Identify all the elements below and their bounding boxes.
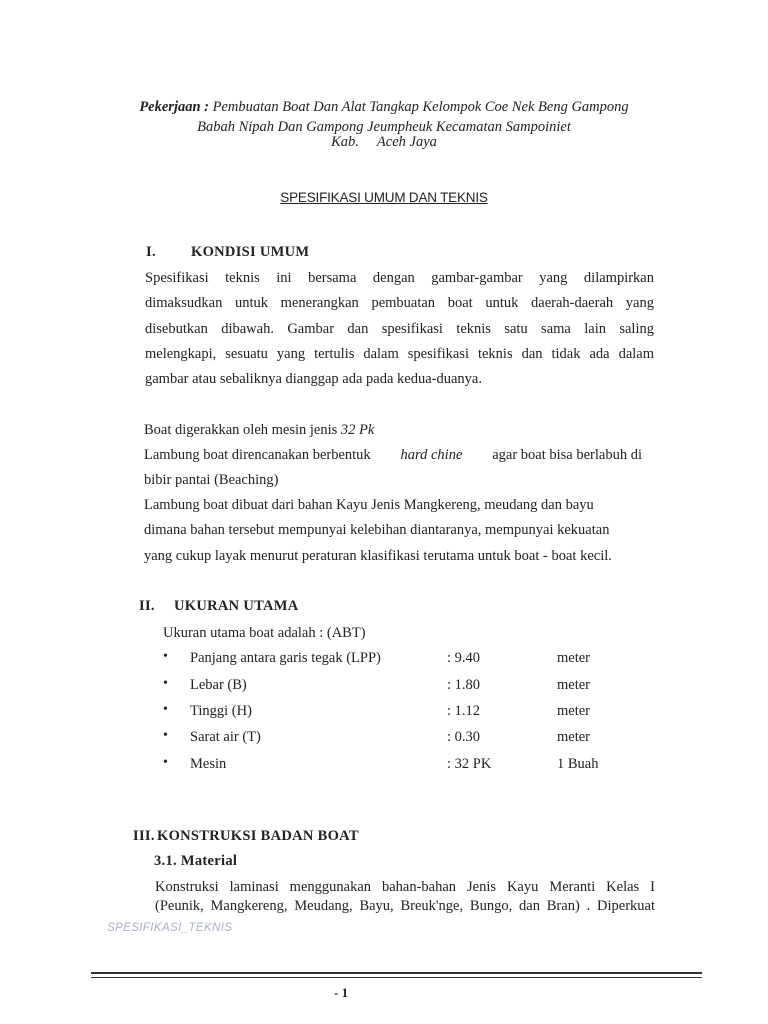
hull-shape: hard chine xyxy=(400,447,463,463)
subsection-3-1-heading: 3.1. Material xyxy=(154,853,238,869)
section-2-number: II. xyxy=(139,598,155,614)
paragraph-line: dimana bahan tersebut mempunyai kelebihan diantaranya, mempunyai kekuatan xyxy=(144,522,610,539)
paragraph-line: gambar atau sebaliknya dianggap ada pada kedua-duanya. xyxy=(145,371,482,388)
spec-value: : 0.30 xyxy=(447,729,481,745)
spec-name: Lebar (B) xyxy=(190,677,247,693)
footer-rule-thin xyxy=(91,977,702,978)
project-header-line-3 xyxy=(0,132,768,152)
section-2-heading xyxy=(139,598,299,615)
spec-name: Sarat air (T) xyxy=(190,729,261,745)
spec-row xyxy=(163,756,663,776)
spec-name: Mesin xyxy=(190,756,227,772)
kab-label: Kab. xyxy=(331,134,359,150)
spec-unit: 1 Buah xyxy=(557,756,599,772)
bullet-icon: • xyxy=(163,728,168,743)
document-title: SPESIFIKASI UMUM DAN TEKNIS xyxy=(280,190,488,205)
section-1-number: I. xyxy=(146,244,156,260)
paragraph-line: Spesifikasi teknis ini bersama dengan gambar-gambar yang dilampirkan xyxy=(145,270,654,286)
kab-place: Aceh Jaya xyxy=(376,134,437,150)
bullet-icon: • xyxy=(163,676,168,691)
section-1-heading xyxy=(146,244,309,261)
spec-name: Panjang antara garis tegak (LPP) xyxy=(190,650,381,666)
spec-name: Tinggi (H) xyxy=(190,703,252,719)
spec-unit: meter xyxy=(557,703,591,719)
hull-line-1 xyxy=(144,443,642,468)
spec-row xyxy=(163,677,663,697)
hull-line-suffix: agar boat bisa berlabuh di xyxy=(492,447,642,463)
project-header-line-1 xyxy=(0,97,768,117)
section-3-paragraph xyxy=(155,878,655,916)
section-3-number: III. xyxy=(133,828,155,844)
bullet-icon: • xyxy=(163,649,168,664)
paragraph-line: dimaksudkan untuk menerangkan pembuatan boat untuk daerah-daerah yang xyxy=(145,295,654,312)
paragraph-line: disebutkan dibawah. Gambar dan spesifikasi teknis satu sama lain saling xyxy=(145,320,654,337)
footer-rule-thick xyxy=(91,972,702,974)
spec-row xyxy=(163,650,663,670)
paragraph-line: (Peunik, Mangkereng, Meudang, Bayu, Breuk'nge, Bungo, dan Bran) . Diperkuat xyxy=(155,898,655,914)
spec-value: : 32 PK xyxy=(447,756,492,772)
paragraph-line: Konstruksi laminasi menggunakan bahan-bahan Jenis Kayu Meranti Kelas I xyxy=(155,879,655,895)
engine-line-text: Boat digerakkan oleh mesin jenis xyxy=(144,422,338,438)
section-3-heading xyxy=(133,828,359,845)
paragraph-line: yang cukup layak menurut peraturan klasifikasi terutama untuk boat - boat kecil. xyxy=(144,547,612,564)
paragraph-line: melengkapi, sesuatu yang tertulis dalam spesifikasi teknis dan tidak ada dalam xyxy=(145,345,654,362)
bullet-icon: • xyxy=(163,755,168,770)
spec-unit: meter xyxy=(557,650,591,666)
hull-line-prefix: Lambung boat direncanakan berbentuk xyxy=(144,447,371,463)
section-3-title: KONSTRUKSI BADAN BOAT xyxy=(157,828,359,844)
section-1-paragraph xyxy=(145,266,654,392)
project-title-part-2: Babah Nipah Dan Gampong Jeumpheuk Kecamatan Sampoiniet xyxy=(197,119,571,135)
wood-paragraph xyxy=(144,493,612,569)
spec-row xyxy=(163,703,663,723)
project-label: Pekerjaan : xyxy=(139,99,209,115)
spec-value: : 1.80 xyxy=(447,677,481,693)
spec-unit: meter xyxy=(557,677,591,693)
page-number: - 1 xyxy=(334,985,349,1000)
bullet-icon: • xyxy=(163,702,168,717)
engine-line xyxy=(144,418,374,443)
section-2-title: UKURAN UTAMA xyxy=(174,598,299,614)
spec-value: : 1.12 xyxy=(447,703,481,719)
footer-document-tag: SPESIFIKASI_TEKNIS xyxy=(107,922,233,934)
spec-unit: meter xyxy=(557,729,591,745)
hull-line-2: bibir pantai (Beaching) xyxy=(144,472,279,488)
spec-row xyxy=(163,729,663,749)
spec-value: : 9.40 xyxy=(447,650,481,666)
engine-type: 32 Pk xyxy=(340,422,375,438)
section-1-title: KONDISI UMUM xyxy=(191,244,310,260)
paragraph-line: Lambung boat dibuat dari bahan Kayu Jenis Mangkereng, meudang dan bayu xyxy=(144,497,594,513)
spec-intro: Ukuran utama boat adalah : (ABT) xyxy=(163,625,366,641)
project-title-part-1: Pembuatan Boat Dan Alat Tangkap Kelompok Coe Nek Beng Gampong xyxy=(212,99,629,115)
